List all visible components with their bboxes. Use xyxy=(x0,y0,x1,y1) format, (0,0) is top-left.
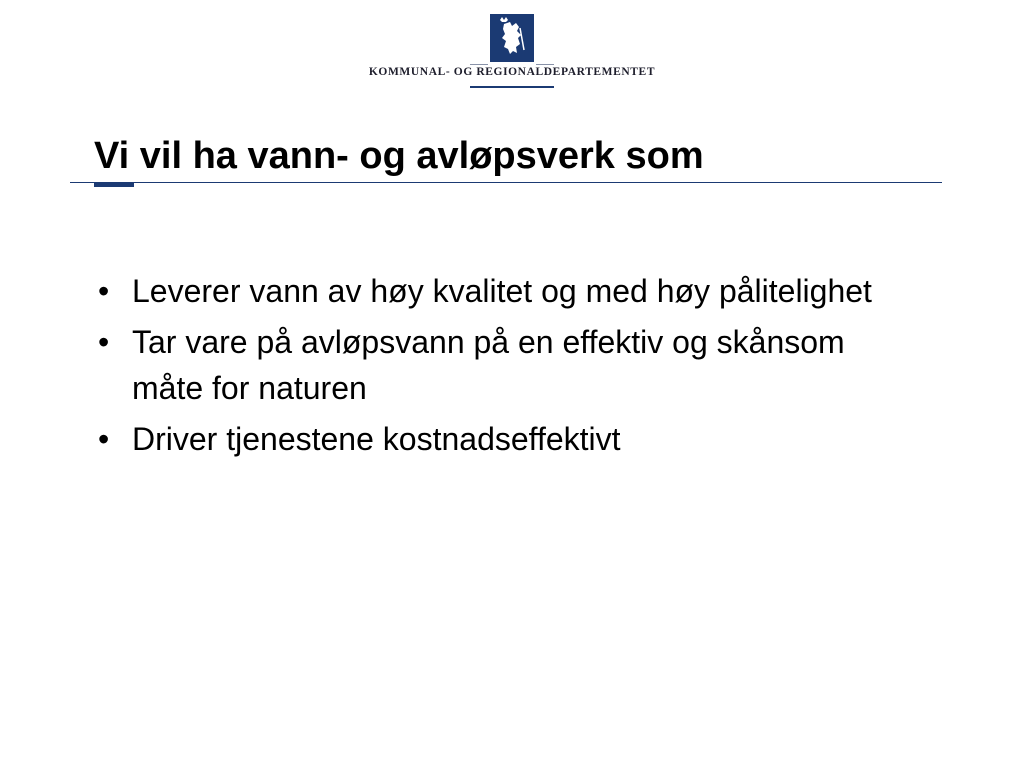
bullet-dot: • xyxy=(98,421,110,457)
logo-underline xyxy=(470,86,554,88)
logo-divider-left xyxy=(470,64,488,65)
ministry-name: KOMMUNAL- OG REGIONALDEPARTEMENTET xyxy=(368,66,656,78)
bullet-dot: • xyxy=(98,273,110,309)
slide-title: Vi vil ha vann- og avløpsverk som xyxy=(94,135,704,177)
bullet-text: Tar vare på avløpsvann på en effektiv og skånsom måte for naturen xyxy=(132,324,845,406)
bullet-item xyxy=(92,319,892,411)
bullet-text: Leverer vann av høy kvalitet og med høy pålitelighet xyxy=(132,273,872,309)
title-accent-bar xyxy=(94,182,134,187)
bullet-list xyxy=(92,268,892,467)
norwegian-coat-of-arms-icon xyxy=(490,14,534,62)
logo-divider-right xyxy=(536,64,554,65)
ministry-logo xyxy=(0,0,1024,96)
title-divider xyxy=(70,182,942,183)
bullet-item xyxy=(92,268,892,314)
bullet-text: Driver tjenestene kostnadseffektivt xyxy=(132,421,621,457)
bullet-dot: • xyxy=(98,324,110,360)
bullet-item xyxy=(92,416,892,462)
